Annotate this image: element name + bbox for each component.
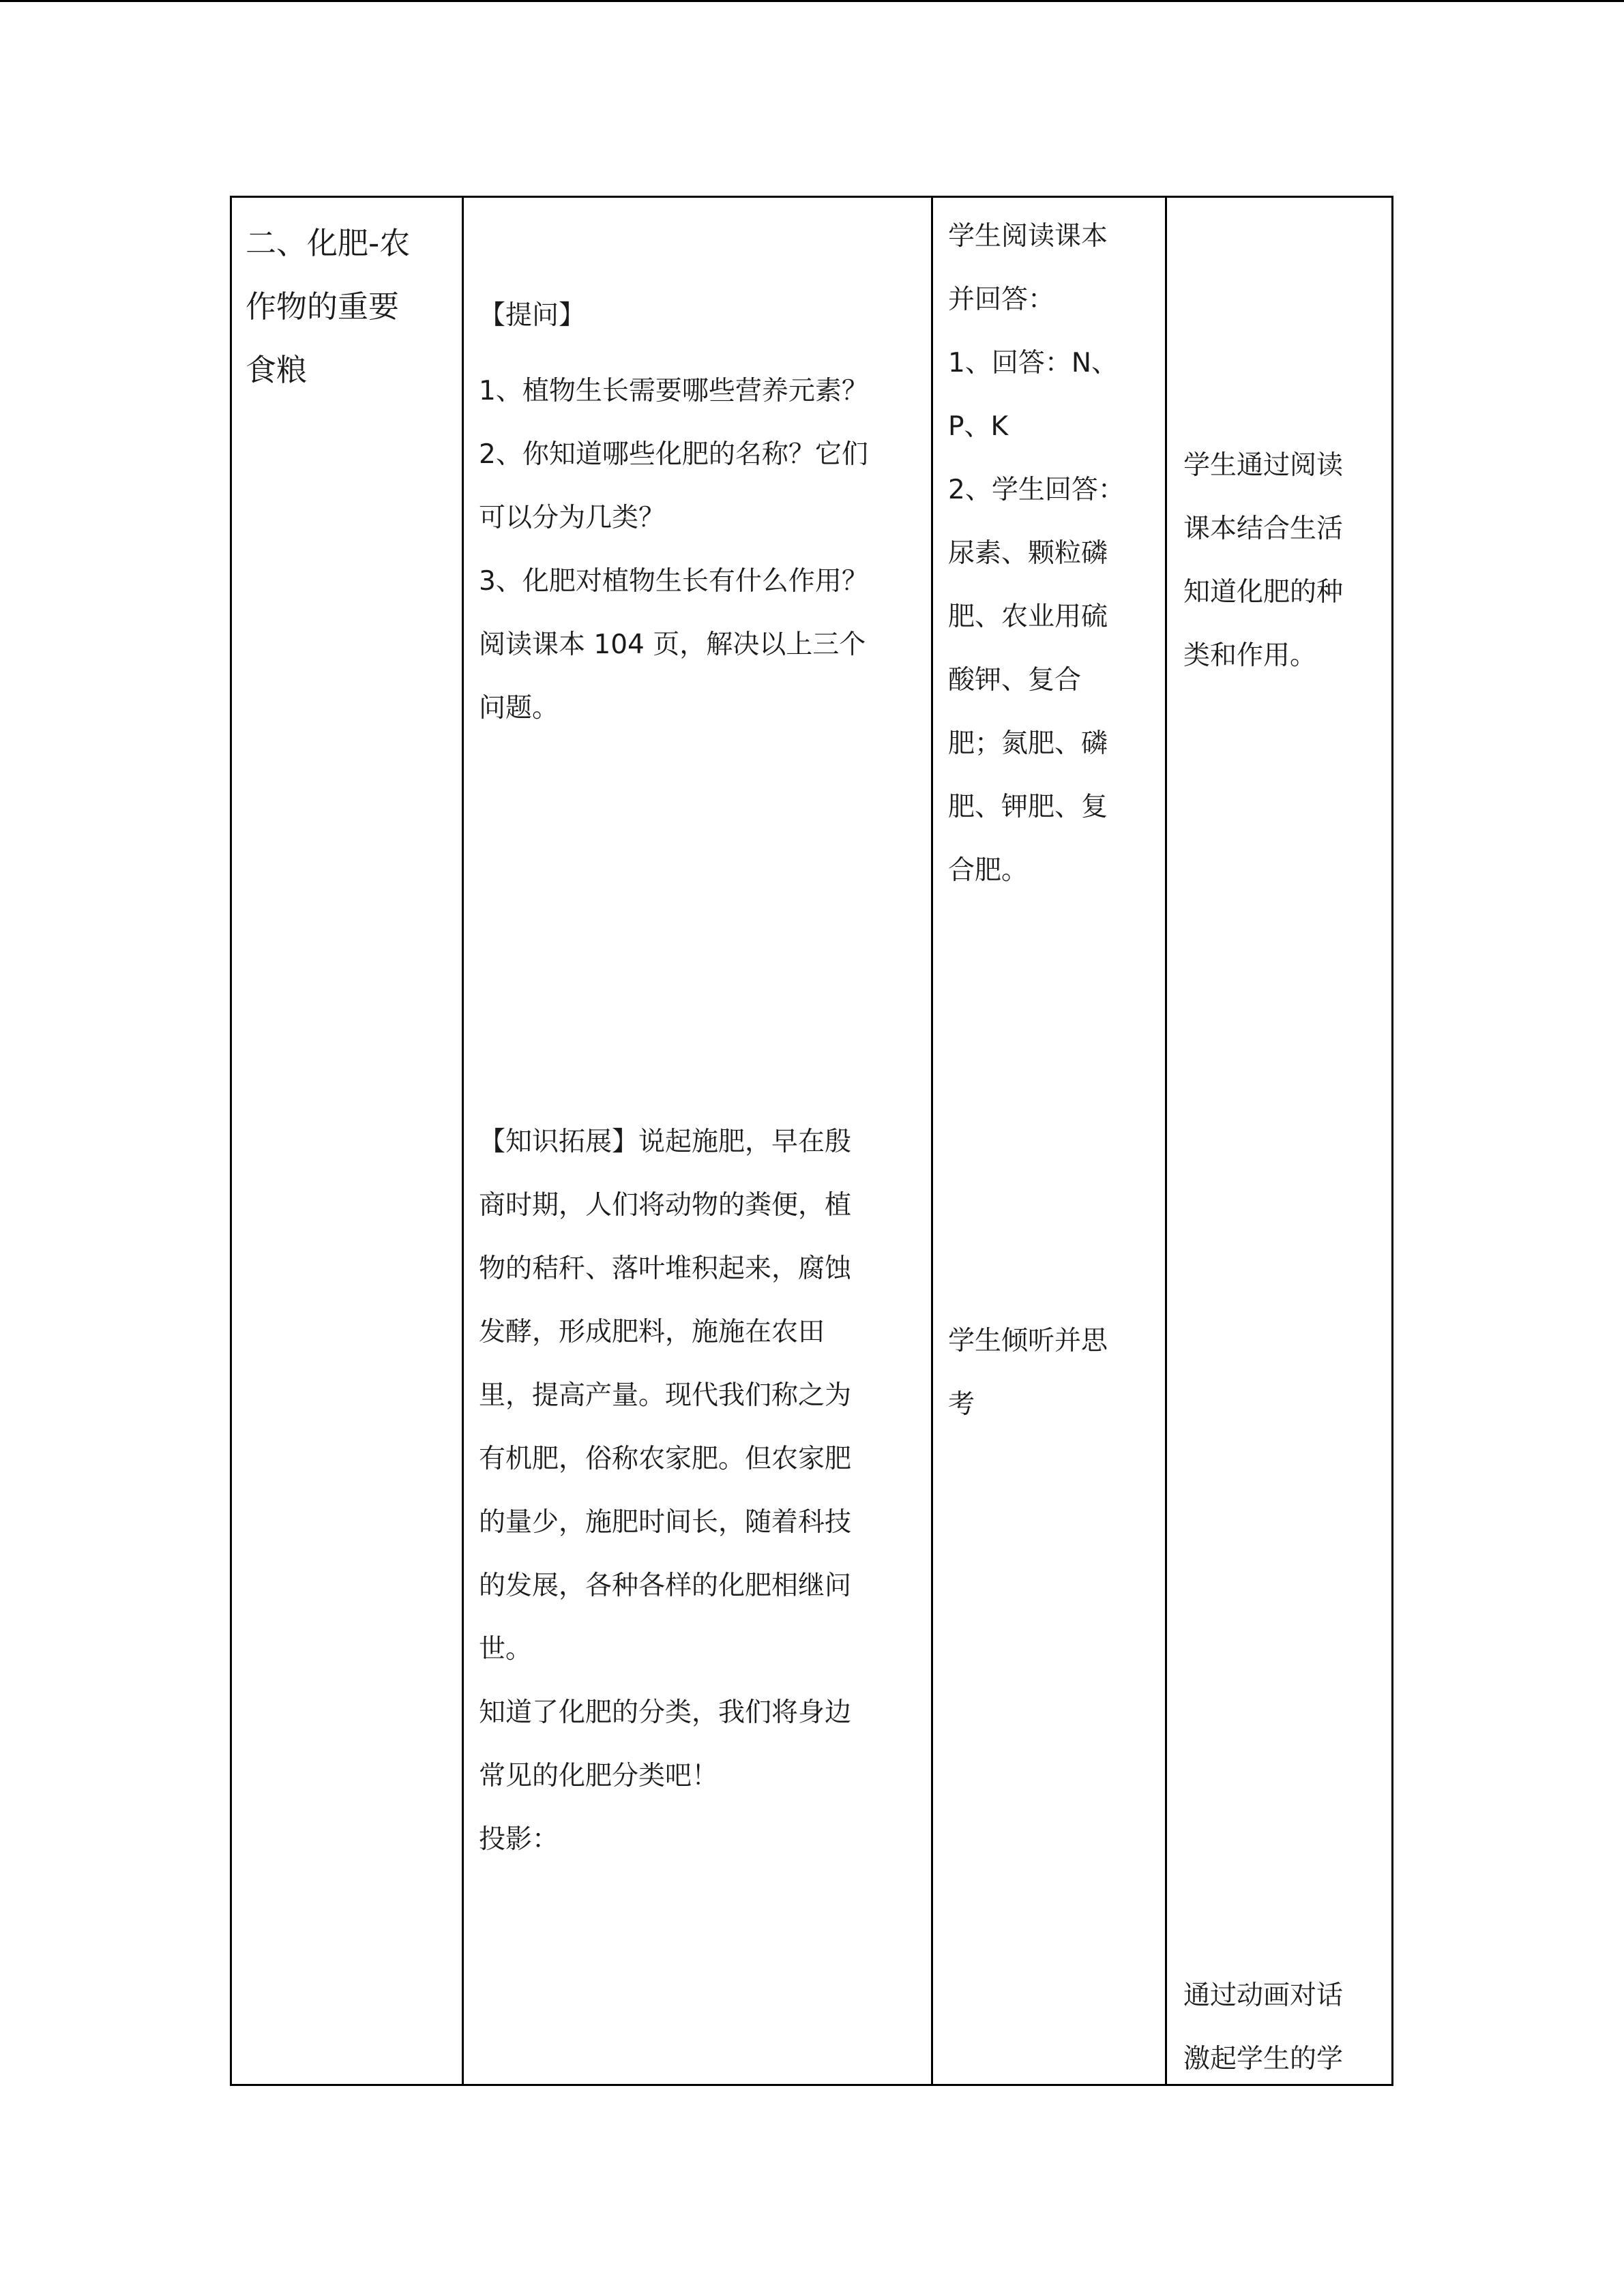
column-divider-3 (1165, 198, 1167, 2084)
column-divider-1 (462, 198, 464, 2084)
student-answer-1: 1、回答：N、 P、K (948, 348, 1118, 442)
page-top-border (0, 0, 1624, 2)
question-2: 2、你知道哪些化肥的名称？它们 可以分为几类？ (479, 439, 868, 533)
design-intent-2: 通过动画对话 激起学生的学 (1183, 1980, 1344, 2074)
question-3: 3、化肥对植物生长有什么作用？ (479, 566, 868, 597)
student-read-answer: 学生阅读课本 并回答： (948, 221, 1108, 315)
column-divider-2 (931, 198, 933, 2084)
classify-prompt: 知道了化肥的分类，我们将身边 常见的化肥分类吧！ (479, 1697, 852, 1791)
section-heading-cell (246, 211, 450, 402)
projection-label: 投影： (479, 1824, 559, 1855)
knowledge-extension-cell (479, 1110, 926, 1871)
student-listen: 学生倾听并思 考 (948, 1326, 1108, 1420)
section-heading: 二、化肥-农 作物的重要 食粮 (246, 225, 411, 388)
student-activity-cell (948, 205, 1146, 902)
read-instruction: 阅读课本 104 页，解决以上三个 问题。 (479, 629, 866, 724)
question-list (479, 359, 926, 740)
design-intent-cell-2 (1183, 1964, 1381, 2091)
design-intent-1: 学生通过阅读 课本结合生活 知道化肥的种 类和作用。 (1183, 450, 1344, 671)
lesson-plan-table (230, 196, 1393, 2086)
student-answer-2: 2、学生回答： 尿素、颗粒磷 肥、农业用硫 酸钾、复合 肥；氮肥、磷 肥、钾肥、复 合肥。 (948, 475, 1125, 886)
question-title: 【提问】 (479, 300, 586, 331)
knowledge-extension: 【知识拓展】说起施肥，早在殷 商时期，人们将动物的粪便，植 物的秸秆、落叶堆积起来，腐蚀 发酵，形成肥料，施施在农田 里，提高产量。现代我们称之为 有机肥，俗称农家肥。但农家肥 的量少，施肥时间长，随着科技 的发展，各种各样的化肥相继问 世。 (479, 1127, 852, 1665)
design-intent-cell (1183, 434, 1381, 687)
question-1: 1、植物生长需要哪些营养元素？ (479, 376, 868, 406)
question-title-cell (479, 284, 926, 347)
student-listen-cell (948, 1309, 1146, 1436)
